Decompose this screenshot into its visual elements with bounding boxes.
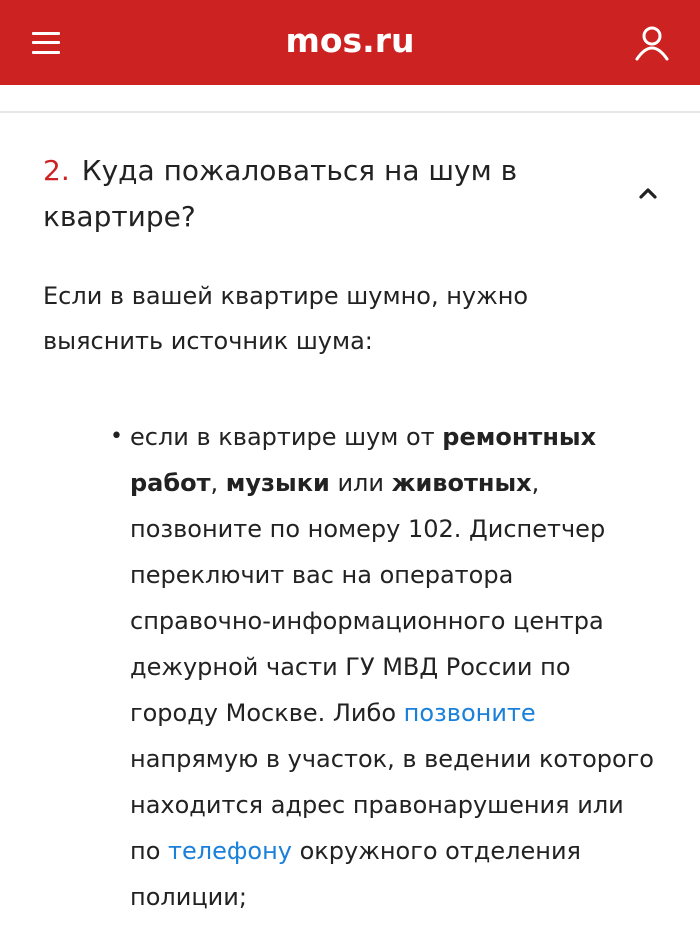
list-item [110,414,660,920]
bold-text-music: музыки [225,469,330,497]
user-profile-icon[interactable] [634,25,670,61]
bold-text-repair: ремонтных работ [130,423,597,497]
logo-link[interactable]: mos.ru [285,21,415,60]
section-number: 2. [43,154,70,187]
call-precinct-link[interactable]: позвоните [403,699,536,727]
bullet-text: напрямую в участок, в ведении которого находится адрес правонарушения или по [130,745,654,865]
bullet-icon: • [110,424,123,449]
bullet-text: , [210,469,226,497]
site-logo [0,0,700,85]
bullet-text: , позвоните по номеру 102. Диспетчер переключит вас на оператора справочно-информационного центра дежурной части ГУ МВД России по городу Москве. Либо [130,469,606,727]
intro-text: Если в вашей квартире шумно, нужно выяснить источник шума: [43,282,529,355]
section-title[interactable] [43,148,633,240]
section-title-text: Куда пожаловаться на шум в квартире? [43,154,518,233]
bullet-text: окружного отделения полиции; [130,837,581,911]
hamburger-menu-icon[interactable] [32,32,60,54]
top-header [0,0,700,85]
bullet-text: если в квартире шум от [130,423,443,451]
bold-text-animals: животных [391,469,532,497]
bullet-text: или [329,469,392,497]
header-divider [0,111,700,113]
chevron-up-icon[interactable] [636,182,660,204]
district-phone-link[interactable]: телефону [168,837,292,865]
